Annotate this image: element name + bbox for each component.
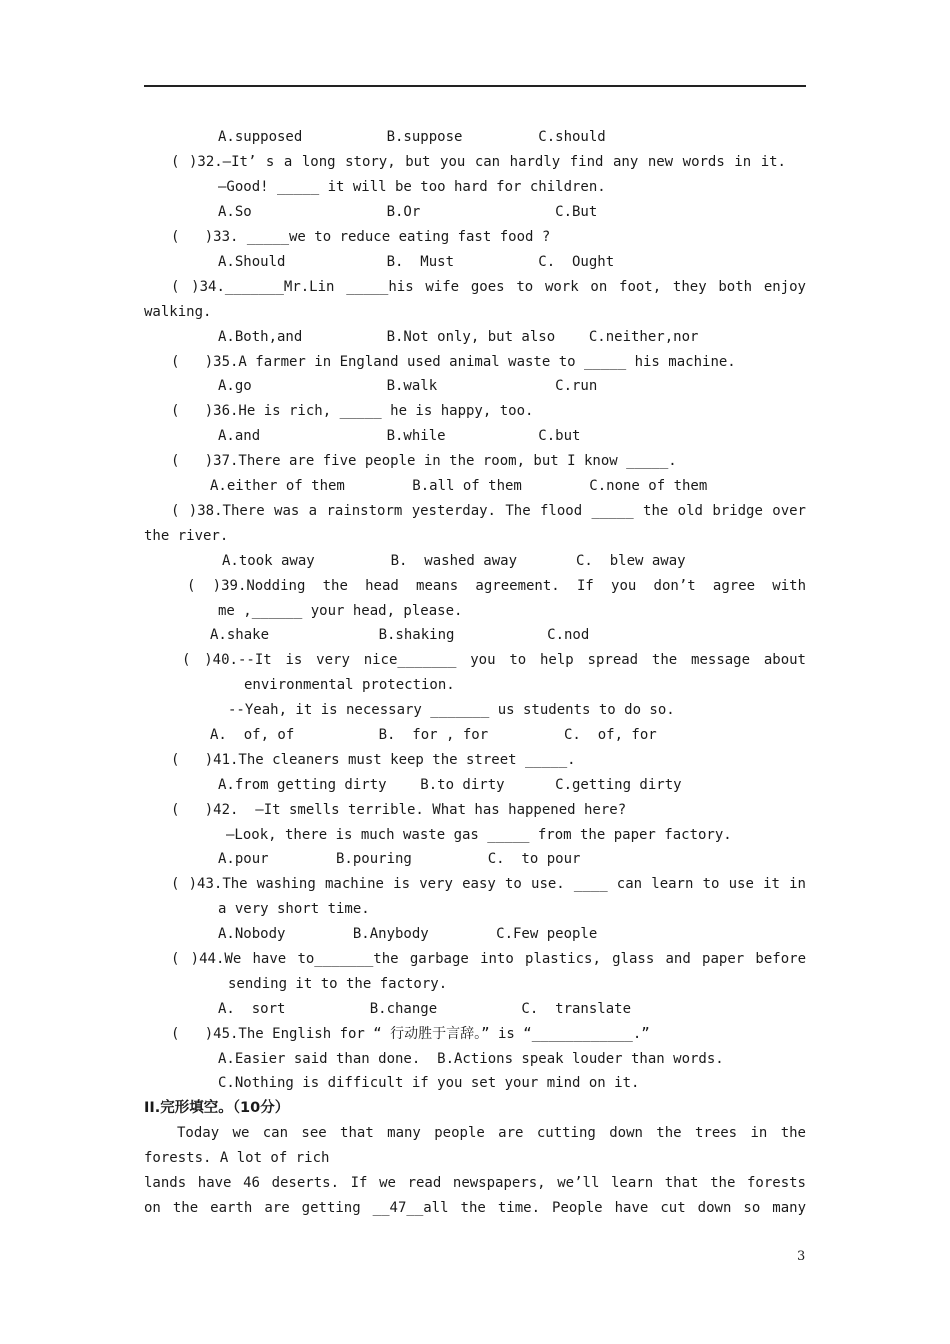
q43-stem: ( )43.The washing machine is very easy to use. ____ can learn to use it in xyxy=(171,876,806,892)
q33-options: A.Should B. Must C. Ought xyxy=(218,254,615,270)
header-rule xyxy=(144,85,806,87)
q44-options: A. sort B.change C. translate xyxy=(218,1001,632,1017)
q39-stem-cont: me ,______ your head, please. xyxy=(218,603,463,619)
q45-stem: ( )45.The English for “ 行动胜于言辞。” is “____________.” xyxy=(171,1026,650,1042)
q38-stem-cont: the river. xyxy=(144,528,229,544)
q40-stem: ( )40.--It is very nice_______ you to help spread the message about xyxy=(182,652,806,668)
cloze-passage-line-4: on the earth are getting __47__all the time. People have cut down so many xyxy=(144,1200,806,1216)
q45-option-c: C.Nothing is difficult if you set your mind on it. xyxy=(218,1075,640,1091)
q31-options: A.supposed B.suppose C.should xyxy=(218,129,606,145)
q39-options: A.shake B.shaking C.nod xyxy=(210,627,590,643)
q43-options: A.Nobody B.Anybody C.Few people xyxy=(218,926,598,942)
q36-stem: ( )36.He is rich, _____ he is happy, too. xyxy=(171,403,534,419)
q40-reply: --Yeah, it is necessary _______ us students to do so. xyxy=(228,702,675,718)
section-heading-cloze: II.完形填空。（10分） xyxy=(144,1100,290,1116)
cloze-passage-line-3: lands have 46 deserts. If we read newspapers, we’ll learn that the forests xyxy=(144,1175,806,1191)
q32-options: A.So B.Or C.But xyxy=(218,204,598,220)
page-number: 3 xyxy=(797,1249,806,1264)
q41-options: A.from getting dirty B.to dirty C.getting dirty xyxy=(218,777,682,793)
cloze-passage-line-1: Today we can see that many people are cutting down the trees in the xyxy=(177,1125,806,1141)
q39-stem: ( )39.Nodding the head means agreement. If you don’t agree with xyxy=(187,578,806,594)
q45-options-ab: A.Easier said than done. B.Actions speak louder than words. xyxy=(218,1051,724,1067)
q32-reply: —Good! _____ it will be too hard for children. xyxy=(218,179,606,195)
q42-options: A.pour B.pouring C. to pour xyxy=(218,851,581,867)
q42-reply: —Look, there is much waste gas _____ from the paper factory. xyxy=(226,827,732,843)
q43-stem-cont: a very short time. xyxy=(218,901,370,917)
q35-stem: ( )35.A farmer in England used animal waste to _____ his machine. xyxy=(171,354,736,370)
q35-options: A.go B.walk C.run xyxy=(218,378,598,394)
q40-stem-cont: environmental protection. xyxy=(244,677,455,693)
q34-stem: ( )34._______Mr.Lin _____his wife goes to work on foot, they both enjoy xyxy=(171,279,806,295)
q33-stem: ( )33. _____we to reduce eating fast food ? xyxy=(171,229,551,245)
q37-stem: ( )37.There are five people in the room, but I know _____. xyxy=(171,453,677,469)
q42-stem: ( )42. —It smells terrible. What has happened here? xyxy=(171,802,627,818)
q44-stem: ( )44.We have to_______the garbage into plastics, glass and paper before xyxy=(171,951,806,967)
q34-options: A.Both,and B.Not only, but also C.neither,nor xyxy=(218,329,699,345)
q44-stem-cont: sending it to the factory. xyxy=(228,976,448,992)
q40-options: A. of, of B. for , for C. of, for xyxy=(210,727,657,743)
q38-stem: ( )38.There was a rainstorm yesterday. The flood _____ the old bridge over xyxy=(171,503,806,519)
q41-stem: ( )41.The cleaners must keep the street _____. xyxy=(171,752,576,768)
q37-options: A.either of them B.all of them C.none of them xyxy=(210,478,708,494)
q36-options: A.and B.while C.but xyxy=(218,428,581,444)
q38-options: A.took away B. washed away C. blew away xyxy=(222,553,686,569)
cloze-passage-line-2: forests. A lot of rich xyxy=(144,1150,330,1166)
q34-stem-cont: walking. xyxy=(144,304,212,320)
q32-stem: ( )32.—It’ s a long story, but you can hardly find any new words in it. xyxy=(171,154,786,170)
